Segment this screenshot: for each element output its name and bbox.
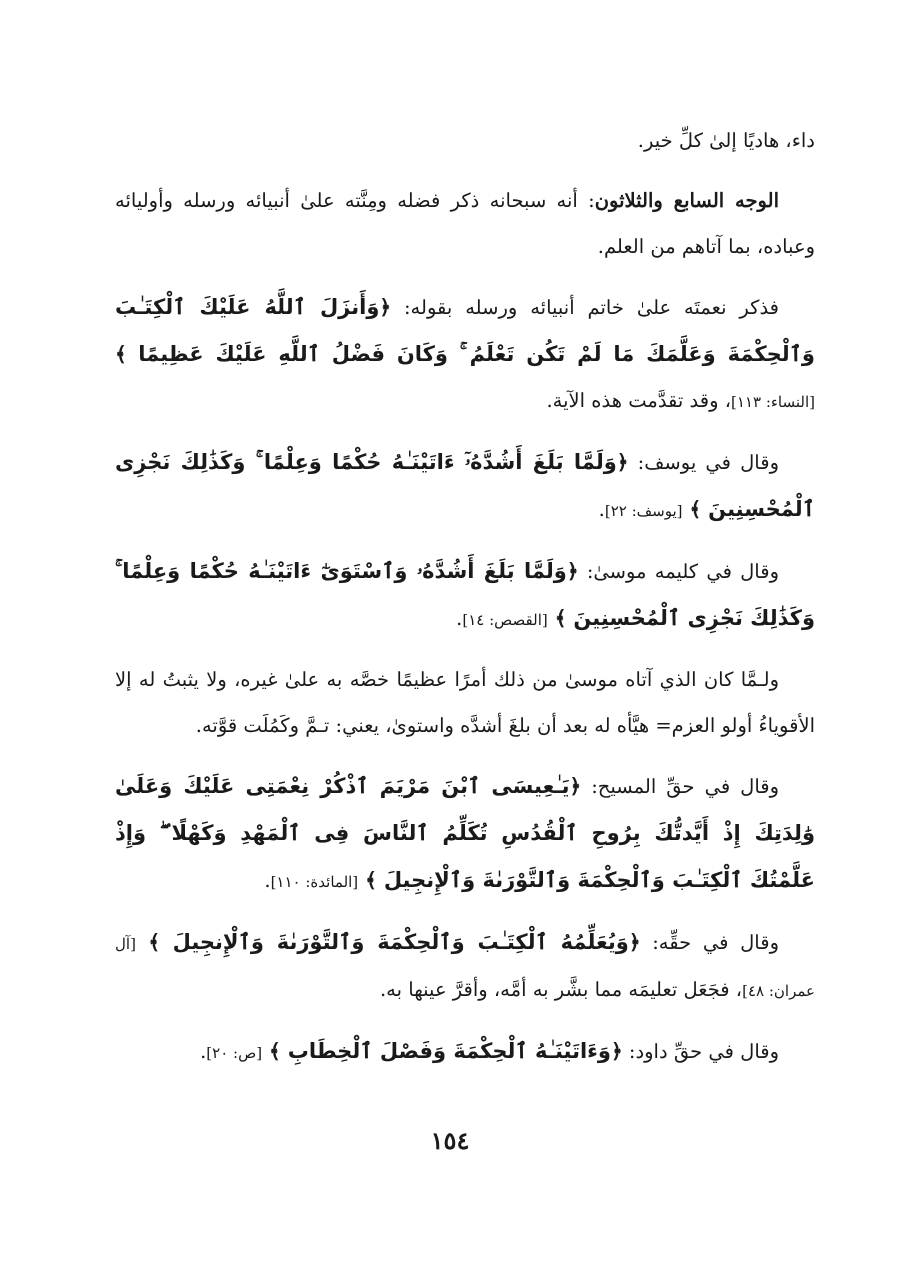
body-text: داء، هاديًا إلىٰ كلِّ خير. bbox=[637, 129, 815, 152]
quran-verse: وَأَنزَلَ ٱللَّهُ عَلَيْكَ ٱلْكِتَـٰبَ وَٱلْحِكْمَةَ وَعَلَّمَكَ مَا لَمْ تَكُن تَعْلَمُ ۚ وَكَانَ فَضْلُ ٱللَّهِ عَلَيْكَ عَظِيمًا bbox=[115, 295, 815, 366]
body-text: . bbox=[200, 1040, 207, 1063]
verse-reference: [القصص: ١٤] bbox=[462, 611, 548, 629]
body-text: وقال في حقِّ المسيح: bbox=[581, 775, 779, 798]
paragraph bbox=[115, 763, 815, 905]
paragraph bbox=[115, 1028, 815, 1076]
verse-reference: [النساء: ١١٣] bbox=[731, 393, 815, 411]
verse-reference: [آل عمران: ٤٨] bbox=[115, 935, 815, 1000]
body-text: وقال في حقِّه: bbox=[640, 931, 779, 954]
quran-bracket-ornament: ﴿ bbox=[566, 559, 579, 583]
quran-bracket-ornament: ﴾ bbox=[135, 930, 173, 954]
quran-verse: وَءَاتَيْنَـٰهُ ٱلْحِكْمَةَ وَفَصْلَ ٱلْخِطَابِ bbox=[287, 1039, 611, 1063]
body-text: وقال في يوسف: bbox=[628, 451, 779, 474]
section-heading: الوجه السابع والثلاثون bbox=[594, 189, 779, 212]
verse-reference: [يوسف: ٢٢] bbox=[604, 502, 683, 520]
verse-reference: [ص: ٢٠] bbox=[206, 1044, 263, 1062]
body-text: ، فجَعَل تعليمَه مما بشَّر به أمَّه، وأقرَّ عينها به. bbox=[379, 978, 743, 1001]
quran-bracket-ornament: ﴿ bbox=[616, 450, 629, 474]
paragraph bbox=[115, 919, 815, 1014]
quran-verse: وَلَمَّا بَلَغَ أَشُدَّهُۥ وَٱسْتَوَىٰٓ ءَاتَيْنَـٰهُ حُكْمًا وَعِلْمًا ۚ وَكَذَٰلِكَ نَجْزِى ٱلْمُحْسِنِينَ bbox=[115, 559, 815, 630]
paragraph bbox=[115, 178, 815, 270]
paragraph bbox=[115, 118, 815, 164]
quran-verse: يَـٰعِيسَى ٱبْنَ مَرْيَمَ ٱذْكُرْ نِعْمَتِى عَلَيْكَ وَعَلَىٰ وَٰلِدَتِكَ إِذْ أَيَّدتُّكَ بِرُوحِ ٱلْقُدُسِ تُكَلِّمُ ٱلنَّاسَ فِى ٱلْمَهْدِ وَكَهْلًا ۖ وَإِذْ عَلَّمْتُكَ ٱلْكِتَـٰبَ وَٱلْحِكْمَةَ وَٱلتَّوْرَىٰةَ وَٱلْإِنجِيلَ bbox=[115, 774, 815, 892]
quran-bracket-ornament: ﴾ bbox=[682, 497, 709, 521]
quran-bracket-ornament: ﴾ bbox=[547, 606, 574, 630]
body-text: . bbox=[598, 498, 605, 521]
body-text: فذكر نعمتَه علىٰ خاتم أنبيائه ورسله بقوله: bbox=[391, 296, 780, 319]
body-text: ولـمَّا كان الذي آتاه موسىٰ من ذلك أمرًا عظيمًا خصَّه به علىٰ غيره، ولا يثبتُ له إلا الأقوياءُ أولو العزم= هيَّأه له بعد أن بلغَ أشدَّه واستوىٰ، يعني: تـمَّ وكَمُلَت قوَّته. bbox=[115, 668, 815, 737]
quran-verse: وَلَمَّا بَلَغَ أَشُدَّهُۥٓ ءَاتَيْنَـٰهُ حُكْمًا وَعِلْمًا ۚ وَكَذَٰلِكَ نَجْزِى ٱلْمُحْسِنِينَ bbox=[115, 450, 815, 521]
quran-bracket-ornament: ﴿ bbox=[628, 930, 641, 954]
page-number: ١٥٤ bbox=[430, 1126, 470, 1155]
body-text: . bbox=[456, 607, 463, 630]
body-text: . bbox=[264, 869, 271, 892]
quran-bracket-ornament: ﴿ bbox=[569, 774, 582, 798]
body-text: وقال في كليمه موسىٰ: bbox=[578, 560, 779, 583]
page-body bbox=[115, 118, 815, 1090]
body-text: : أنه سبحانه ذكر فضله ومِنَّته علىٰ أنبيائه ورسله وأوليائه وعباده، بما آتاهم من العلم. bbox=[115, 189, 815, 258]
quran-bracket-ornament: ﴾ bbox=[262, 1039, 288, 1063]
quran-bracket-ornament: ﴾ bbox=[115, 342, 139, 366]
paragraph bbox=[115, 284, 815, 425]
body-text: وقال في حقِّ داود: bbox=[622, 1040, 779, 1063]
paragraph bbox=[115, 548, 815, 643]
paragraph bbox=[115, 657, 815, 749]
quran-verse: وَيُعَلِّمُهُ ٱلْكِتَـٰبَ وَٱلْحِكْمَةَ وَٱلتَّوْرَىٰةَ وَٱلْإِنجِيلَ bbox=[172, 930, 629, 954]
quran-bracket-ornament: ﴾ bbox=[358, 868, 384, 892]
body-text: ، وقد تقدَّمت هذه الآية. bbox=[546, 389, 732, 412]
quran-bracket-ornament: ﴿ bbox=[610, 1039, 623, 1063]
quran-bracket-ornament: ﴿ bbox=[379, 295, 392, 319]
verse-reference: [المائدة: ١١٠] bbox=[270, 873, 359, 891]
paragraph bbox=[115, 439, 815, 534]
